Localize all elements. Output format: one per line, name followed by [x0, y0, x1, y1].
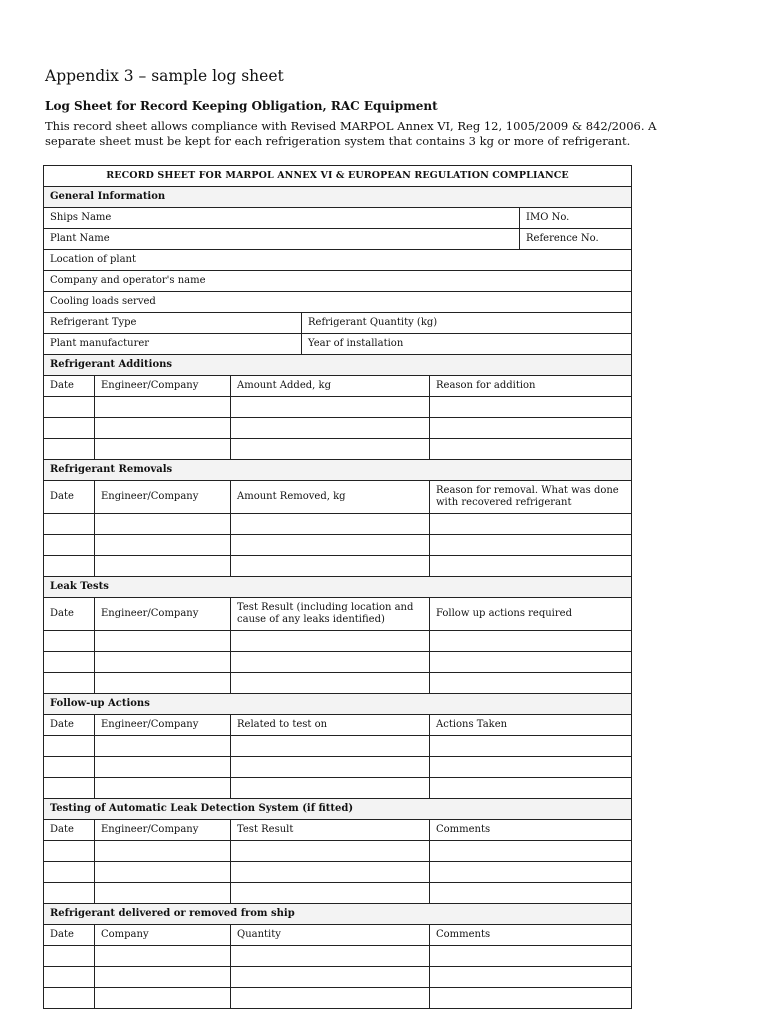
entry-cell[interactable]: [44, 862, 95, 883]
intro-line-2: separate sheet must be kept for each refrigeration system that contains 3 kg or more of refrigerant.: [45, 134, 631, 148]
autoleak-entry-row: [44, 862, 632, 883]
section-follow-up-actions: Follow-up Actions: [44, 694, 632, 715]
entry-cell[interactable]: [231, 418, 430, 439]
entry-cell[interactable]: [231, 652, 430, 673]
entry-cell[interactable]: [95, 778, 231, 799]
entry-cell[interactable]: [44, 988, 95, 1009]
autoleak-col-comments: Comments: [430, 820, 632, 841]
additions-entry-row: [44, 439, 632, 460]
entry-cell[interactable]: [430, 946, 632, 967]
section-leak-tests: Leak Tests: [44, 577, 632, 598]
entry-cell[interactable]: [430, 862, 632, 883]
entry-cell[interactable]: [231, 556, 430, 577]
entry-cell[interactable]: [95, 673, 231, 694]
entry-cell[interactable]: [95, 418, 231, 439]
section-automatic-leak-detection: Testing of Automatic Leak Detection System (if fitted): [44, 799, 632, 820]
section-refrigerant-additions: Refrigerant Additions: [44, 355, 632, 376]
entry-cell[interactable]: [95, 535, 231, 556]
entry-cell[interactable]: [95, 652, 231, 673]
autoleak-entry-row: [44, 883, 632, 904]
entry-cell[interactable]: [231, 862, 430, 883]
entry-cell[interactable]: [44, 631, 95, 652]
plant-name-field[interactable]: Plant Name: [44, 229, 520, 250]
entry-cell[interactable]: [430, 652, 632, 673]
intro-line-1: This record sheet allows compliance with Revised MARPOL Annex VI, Reg 12, 1005/2009 & 842/2006. A: [45, 119, 657, 133]
section-refrigerant-removals: Refrigerant Removals: [44, 460, 632, 481]
leak-entry-row: [44, 631, 632, 652]
entry-cell[interactable]: [44, 652, 95, 673]
entry-cell[interactable]: [430, 439, 632, 460]
plant-manufacturer-field[interactable]: Plant manufacturer: [44, 334, 302, 355]
removals-col-engineer: Engineer/Company: [95, 481, 231, 514]
entry-cell[interactable]: [430, 757, 632, 778]
appendix-heading: Appendix 3 – sample log sheet: [45, 67, 284, 85]
additions-col-date: Date: [44, 376, 95, 397]
entry-cell[interactable]: [44, 514, 95, 535]
intro-paragraph: [45, 119, 665, 149]
delivered-entry-row: [44, 988, 632, 1009]
entry-cell[interactable]: [95, 757, 231, 778]
entry-cell[interactable]: [231, 946, 430, 967]
delivered-col-quantity: Quantity: [231, 925, 430, 946]
entry-cell[interactable]: [231, 988, 430, 1009]
delivered-col-comments: Comments: [430, 925, 632, 946]
entry-cell[interactable]: [95, 514, 231, 535]
entry-cell[interactable]: [231, 967, 430, 988]
entry-cell[interactable]: [430, 535, 632, 556]
followup-entry-row: [44, 757, 632, 778]
entry-cell[interactable]: [430, 736, 632, 757]
entry-cell[interactable]: [44, 967, 95, 988]
entry-cell[interactable]: [95, 631, 231, 652]
record-sheet-table: [43, 165, 632, 1009]
location-of-plant-field[interactable]: Location of plant: [44, 250, 632, 271]
additions-entry-row: [44, 397, 632, 418]
additions-col-engineer: Engineer/Company: [95, 376, 231, 397]
autoleak-col-date: Date: [44, 820, 95, 841]
entry-cell[interactable]: [44, 946, 95, 967]
leak-col-date: Date: [44, 598, 95, 631]
leak-entry-row: [44, 673, 632, 694]
entry-cell[interactable]: [231, 535, 430, 556]
removals-entry-row: [44, 535, 632, 556]
entry-cell[interactable]: [430, 673, 632, 694]
entry-cell[interactable]: [430, 883, 632, 904]
followup-entry-row: [44, 778, 632, 799]
entry-cell[interactable]: [95, 736, 231, 757]
entry-cell[interactable]: [231, 514, 430, 535]
entry-cell[interactable]: [231, 883, 430, 904]
log-sheet-subheading: Log Sheet for Record Keeping Obligation, RAC Equipment: [45, 99, 438, 113]
followup-col-engineer: Engineer/Company: [95, 715, 231, 736]
leak-col-engineer: Engineer/Company: [95, 598, 231, 631]
entry-cell[interactable]: [44, 397, 95, 418]
entry-cell[interactable]: [430, 397, 632, 418]
section-general-information: General Information: [44, 187, 632, 208]
form-title: RECORD SHEET FOR MARPOL ANNEX VI & EUROPEAN REGULATION COMPLIANCE: [44, 166, 632, 187]
entry-cell[interactable]: [95, 988, 231, 1009]
autoleak-entry-row: [44, 841, 632, 862]
followup-col-date: Date: [44, 715, 95, 736]
entry-cell[interactable]: [44, 778, 95, 799]
refrigerant-type-field[interactable]: Refrigerant Type: [44, 313, 302, 334]
entry-cell[interactable]: [231, 439, 430, 460]
entry-cell[interactable]: [95, 397, 231, 418]
removals-entry-row: [44, 556, 632, 577]
entry-cell[interactable]: [430, 988, 632, 1009]
removals-entry-row: [44, 514, 632, 535]
entry-cell[interactable]: [430, 556, 632, 577]
ships-name-field[interactable]: Ships Name: [44, 208, 520, 229]
removals-col-date: Date: [44, 481, 95, 514]
followup-col-actions: Actions Taken: [430, 715, 632, 736]
entry-cell[interactable]: [95, 841, 231, 862]
entry-cell[interactable]: [430, 841, 632, 862]
delivered-col-date: Date: [44, 925, 95, 946]
leak-col-follow-up: Follow up actions required: [430, 598, 632, 631]
removals-col-reason: Reason for removal. What was done with recovered refrigerant: [430, 481, 632, 514]
leak-col-test-result: Test Result (including location and cause of any leaks identified): [231, 598, 430, 631]
entry-cell[interactable]: [44, 535, 95, 556]
imo-no-field[interactable]: IMO No.: [520, 208, 632, 229]
autoleak-col-engineer: Engineer/Company: [95, 820, 231, 841]
entry-cell[interactable]: [95, 556, 231, 577]
entry-cell[interactable]: [44, 556, 95, 577]
entry-cell[interactable]: [430, 514, 632, 535]
delivered-col-company: Company: [95, 925, 231, 946]
additions-col-amount: Amount Added, kg: [231, 376, 430, 397]
followup-col-related: Related to test on: [231, 715, 430, 736]
entry-cell[interactable]: [95, 862, 231, 883]
company-operator-field[interactable]: Company and operator's name: [44, 271, 632, 292]
delivered-entry-row: [44, 946, 632, 967]
additions-col-reason: Reason for addition: [430, 376, 632, 397]
leak-entry-row: [44, 652, 632, 673]
entry-cell[interactable]: [430, 778, 632, 799]
entry-cell[interactable]: [95, 946, 231, 967]
entry-cell[interactable]: [231, 778, 430, 799]
entry-cell[interactable]: [430, 631, 632, 652]
entry-cell[interactable]: [231, 673, 430, 694]
entry-cell[interactable]: [95, 883, 231, 904]
delivered-entry-row: [44, 967, 632, 988]
entry-cell[interactable]: [44, 439, 95, 460]
entry-cell[interactable]: [430, 418, 632, 439]
entry-cell[interactable]: [44, 883, 95, 904]
entry-cell[interactable]: [231, 631, 430, 652]
entry-cell[interactable]: [44, 673, 95, 694]
followup-entry-row: [44, 736, 632, 757]
entry-cell[interactable]: [44, 757, 95, 778]
entry-cell[interactable]: [231, 841, 430, 862]
year-of-installation-field[interactable]: Year of installation: [302, 334, 632, 355]
cooling-loads-field[interactable]: Cooling loads served: [44, 292, 632, 313]
removals-col-amount: Amount Removed, kg: [231, 481, 430, 514]
reference-no-field[interactable]: Reference No.: [520, 229, 632, 250]
entry-cell[interactable]: [44, 841, 95, 862]
entry-cell[interactable]: [95, 439, 231, 460]
entry-cell[interactable]: [44, 418, 95, 439]
section-refrigerant-delivered: Refrigerant delivered or removed from ship: [44, 904, 632, 925]
entry-cell[interactable]: [231, 397, 430, 418]
refrigerant-quantity-field[interactable]: Refrigerant Quantity (kg): [302, 313, 632, 334]
entry-cell[interactable]: [231, 757, 430, 778]
additions-entry-row: [44, 418, 632, 439]
entry-cell[interactable]: [430, 967, 632, 988]
entry-cell[interactable]: [231, 736, 430, 757]
entry-cell[interactable]: [95, 967, 231, 988]
entry-cell[interactable]: [44, 736, 95, 757]
autoleak-col-test-result: Test Result: [231, 820, 430, 841]
